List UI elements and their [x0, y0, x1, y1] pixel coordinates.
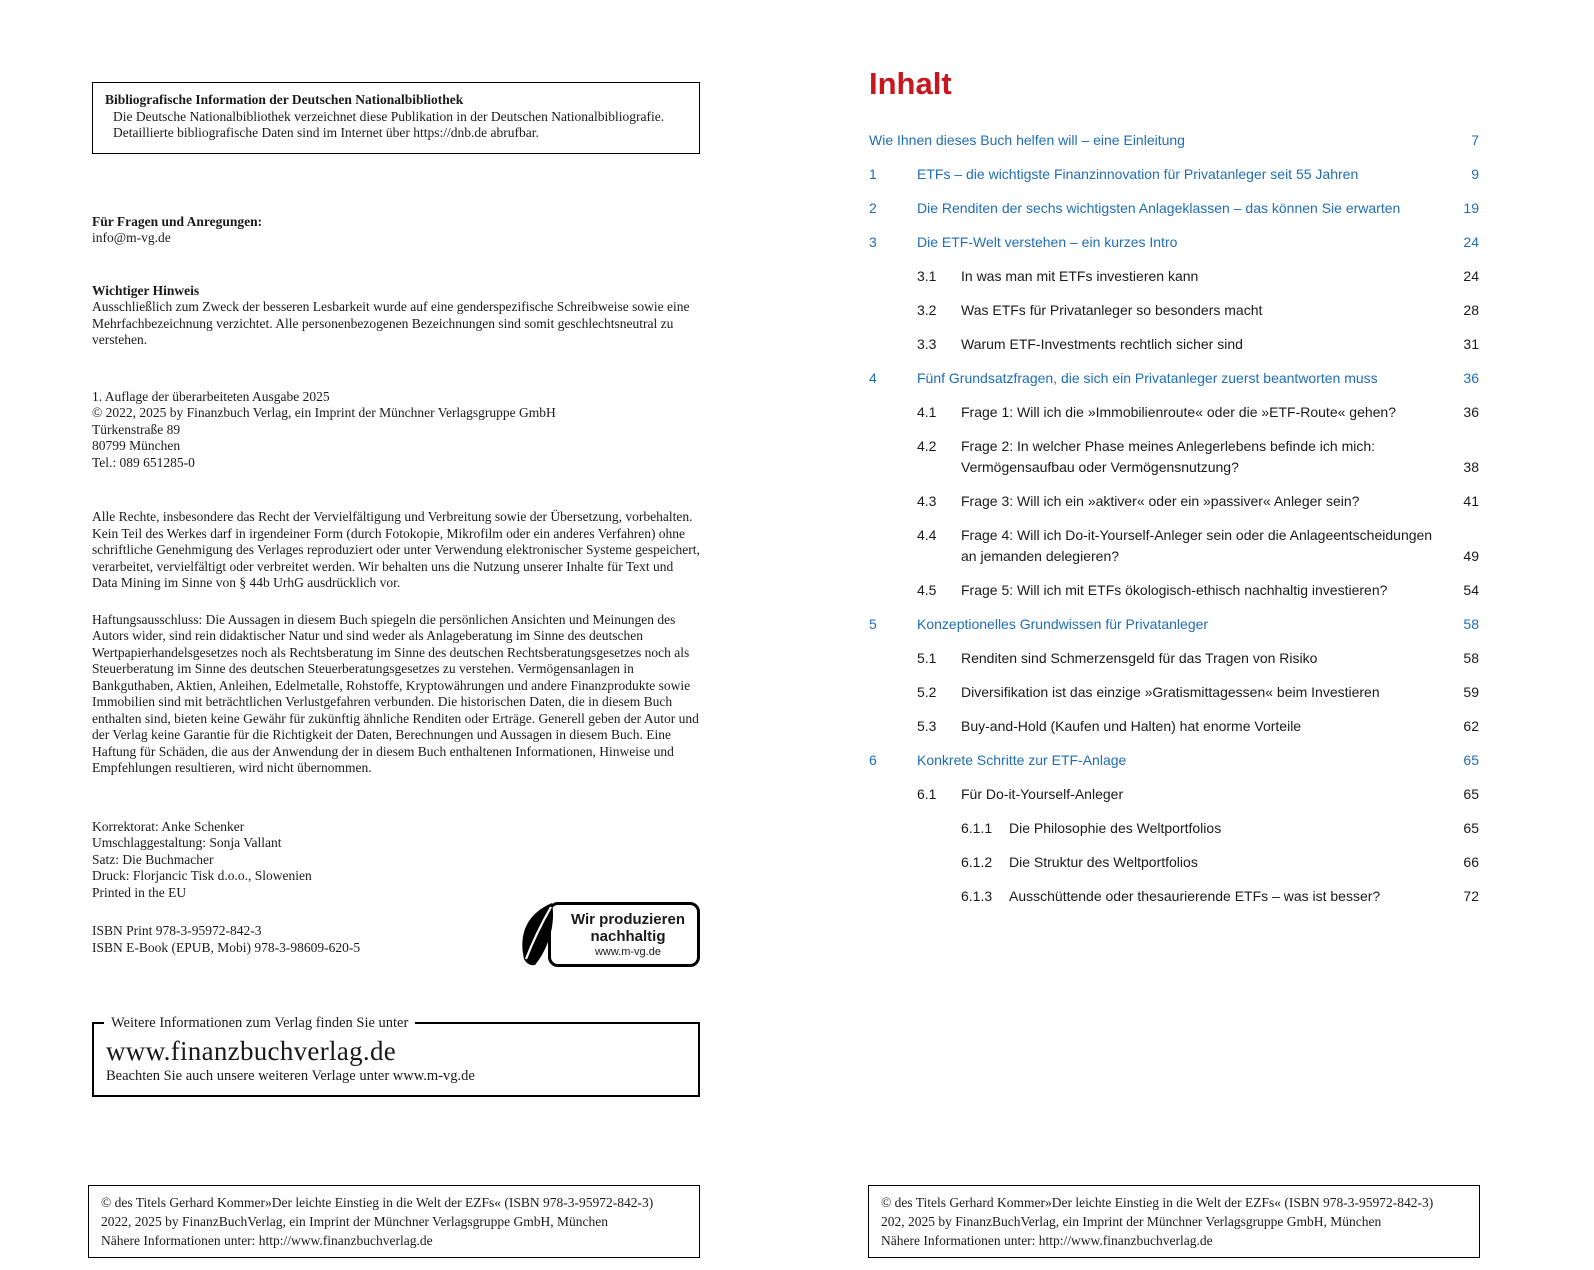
- toc-entry-label: Fünf Grundsatzfragen, die sich ein Privatanleger zuerst beantworten muss: [917, 370, 1378, 386]
- contact-email: info@m-vg.de: [92, 230, 171, 245]
- toc-entry-number: 5: [869, 616, 877, 632]
- toc-entry-number: 4.3: [917, 493, 937, 509]
- toc-entry: [917, 436, 1479, 478]
- copyright-footer-left: [88, 1185, 700, 1258]
- toc-entry-page: 54: [1463, 582, 1479, 598]
- credit-typesetting: Satz: Die Buchmacher: [92, 851, 214, 867]
- toc-entry: [917, 300, 1479, 321]
- toc-entry-page: 58: [1463, 650, 1479, 666]
- toc-entry-page: 72: [1463, 888, 1479, 904]
- toc-entry-page: 65: [1463, 786, 1479, 802]
- toc-entry-label: Konkrete Schritte zur ETF-Anlage: [917, 752, 1127, 768]
- printed-in: Printed in the EU: [92, 884, 187, 900]
- notice-heading: Wichtiger Hinweis: [92, 282, 200, 298]
- biblio-title: Bibliografische Information der Deutschen Nationalbibliothek: [105, 92, 464, 107]
- toc-entry-number: 5.3: [917, 718, 937, 734]
- biblio-body-2: Detaillierte bibliografische Daten sind im Internet über https://dnb.de abrufbar.: [113, 125, 539, 140]
- footer-line-2: 202, 2025 by FinanzBuchVerlag, ein Imprint der Münchner Verlagsgruppe GmbH, München: [881, 1214, 1382, 1229]
- toc-entry: [917, 525, 1479, 567]
- toc-entry-page: 65: [1463, 820, 1479, 836]
- badge-url: www.m-vg.de: [594, 945, 661, 958]
- toc-entry: [917, 266, 1479, 287]
- toc-entry-label: Was ETFs für Privatanleger so besonders macht: [961, 302, 1263, 318]
- website-note: Beachten Sie auch unsere weiteren Verlage unter www.m-vg.de: [106, 1068, 475, 1084]
- toc-entry-label: Warum ETF-Investments rechtlich sicher sind: [961, 336, 1243, 352]
- toc-page: [797, 0, 1594, 1270]
- toc-entry-page: 62: [1463, 718, 1479, 734]
- toc-entry: [961, 818, 1479, 839]
- address-street: Türkenstraße 89: [92, 421, 181, 437]
- toc-entry: [869, 198, 1479, 219]
- toc-entry: [917, 402, 1479, 423]
- toc-entry-label: Die ETF-Welt verstehen – ein kurzes Intro: [917, 234, 1178, 250]
- phone-line: Tel.: 089 651285-0: [92, 454, 195, 470]
- credits-section: [92, 819, 700, 902]
- notice-body: Ausschließlich zum Zweck der besseren Lesbarkeit wurde auf eine genderspezifische Schreibweise sowie eine Mehrfachbezeichnung verzichtet. Alle personenbezogenen Bezeichnungen sind somit geschlechtsneutral zu verstehen.: [92, 299, 690, 347]
- toc-entry-label: Buy-and-Hold (Kaufen und Halten) hat enorme Vorteile: [961, 718, 1302, 734]
- toc-entry-number: 6.1.1: [961, 820, 993, 836]
- toc-entry-number: 6.1: [917, 786, 937, 802]
- address-city: 80799 München: [92, 438, 181, 453]
- disclaimer-paragraph: Haftungsausschluss: Die Aussagen in diesem Buch spiegeln die persönlichen Ansichten und Meinungen des Autors wider, sind rein didaktischer Natur und sind weder als Anlageberatung im Sinne des deutschen Wertpapierhandelsgesetzes noch als Rechtsberatung im Sinne des deutschen Rechtsberatungsgesetzes noch als Steuerberatung im Sinne des deutschen Steuerberatungsgesetzes zu verstehen. Vermögensanlagen in Bankguthaben, Aktien, Anleihen, Edelmetalle, Rohstoffe, Kryptowährungen und andere Finanzprodukte sowie Immobilien sind mit beträchtlichen Verlustgefahren verbunden. Die historischen Daten, die in diesem Buch enthalten sind, bieten keine Gewähr für zukünftig ähnliche Renditen oder Erträge. Generell geben der Autor und der Verlag keine Garantie für die Richtigkeit der Daten, Berechnungen und Aussagen in diesem Buch. Eine Haftung für Schäden, die aus der Anwendung der in diesem Buch enthaltenen Informationen, Hinweise und Empfehlungen resultieren, wird nicht übernommen.: [92, 611, 699, 775]
- toc-entry-number: 4.1: [917, 404, 937, 420]
- toc-entry-label: Die Philosophie des Weltportfolios: [1009, 820, 1222, 836]
- isbn-print: ISBN Print 978-3-95972-842-3: [92, 923, 262, 938]
- footer-line-3: Nähere Informationen unter: http://www.finanzbuchverlag.de: [101, 1233, 433, 1248]
- publisher-url: www.finanzbuchverlag.de: [106, 1036, 397, 1066]
- copyright-footer-right: [868, 1185, 1480, 1258]
- toc-entry-page: 58: [1463, 616, 1479, 632]
- sustainability-badge: [516, 901, 700, 967]
- publisher-website-box: [92, 1015, 700, 1097]
- toc-entry: [917, 334, 1479, 355]
- isbn-section: [92, 910, 700, 958]
- toc-entry-page: 24: [1463, 268, 1479, 284]
- toc-entry-page: 66: [1463, 854, 1479, 870]
- toc-entry-page: 24: [1463, 234, 1479, 250]
- toc-entry-number: 3.3: [917, 336, 937, 352]
- toc-entry-label: Die Struktur des Weltportfolios: [1009, 854, 1198, 870]
- toc-entry-number: 5.1: [917, 650, 937, 666]
- toc-entry-page: 65: [1463, 752, 1479, 768]
- toc-entry: [869, 130, 1479, 151]
- toc-entry-page: 36: [1463, 404, 1479, 420]
- toc-entry-label: Frage 2: In welcher Phase meines Anlegerlebens befinde ich mich: Vermögensaufbau oder Vermögensnutzung?: [961, 438, 1376, 475]
- toc-entry-number: 2: [869, 200, 877, 216]
- toc-entry-number: 3.1: [917, 268, 937, 284]
- toc-entry-page: 31: [1463, 336, 1479, 352]
- toc-entry-label: Ausschüttende oder thesaurierende ETFs – was ist besser?: [1009, 888, 1381, 904]
- toc-entry-page: 36: [1463, 370, 1479, 386]
- footer-line-3: Nähere Informationen unter: http://www.finanzbuchverlag.de: [881, 1233, 1213, 1248]
- toc-entry: [917, 682, 1479, 703]
- toc-entry: [917, 648, 1479, 669]
- sustainability-badge-box: [548, 902, 700, 967]
- toc-entry-number: 3: [869, 234, 877, 250]
- notice-section: [92, 283, 700, 349]
- biblio-body: Die Deutsche Nationalbibliothek verzeichnet diese Publikation in der Deutschen Nationalbibliografie.: [113, 108, 665, 124]
- toc-list: [869, 130, 1479, 907]
- toc-entry-number: 6: [869, 752, 877, 768]
- toc-entry-number: 4.4: [917, 527, 937, 543]
- toc-entry-label: Für Do-it-Yourself-Anleger: [961, 786, 1124, 802]
- toc-entry-label: Frage 4: Will ich Do-it-Yourself-Anleger sein oder die Anlageentscheidungen an jemanden delegieren?: [961, 527, 1433, 564]
- toc-entry-number: 6.1.2: [961, 854, 993, 870]
- toc-entry: [917, 784, 1479, 805]
- credit-proofreading: Korrektorat: Anke Schenker: [92, 818, 245, 834]
- toc-entry-page: 7: [1471, 132, 1479, 148]
- copyright-line: © 2022, 2025 by Finanzbuch Verlag, ein Imprint der Münchner Verlagsgruppe GmbH: [92, 405, 556, 420]
- contact-heading: Für Fragen und Anregungen:: [92, 213, 263, 229]
- toc-entry-label: Konzeptionelles Grundwissen für Privatanleger: [917, 616, 1209, 632]
- toc-entry: [869, 232, 1479, 253]
- toc-entry-label: Diversifikation ist das einzige »Gratismittagessen« beim Investieren: [961, 684, 1380, 700]
- credit-printing: Druck: Florjancic Tisk d.o.o., Slowenien: [92, 868, 312, 883]
- toc-entry-page: 28: [1463, 302, 1479, 318]
- toc-entry-page: 19: [1463, 200, 1479, 216]
- footer-line-2: 2022, 2025 by FinanzBuchVerlag, ein Imprint der Münchner Verlagsgruppe GmbH, München: [101, 1214, 609, 1229]
- badge-line-2: nachhaltig: [590, 927, 666, 945]
- toc-entry-label: Frage 3: Will ich ein »aktiver« oder ein »passiver« Anleger sein?: [961, 493, 1360, 509]
- toc-entry: [869, 750, 1479, 771]
- edition-line: 1. Auflage der überarbeiteten Ausgabe 2025: [92, 388, 330, 404]
- toc-entry-page: 38: [1463, 459, 1479, 475]
- toc-entry: [961, 886, 1479, 907]
- contact-section: [92, 214, 700, 247]
- toc-entry-number: 4: [869, 370, 877, 386]
- toc-entry-label: Renditen sind Schmerzensgeld für das Tragen von Risiko: [961, 650, 1318, 666]
- toc-entry: [869, 368, 1479, 389]
- website-legend: Weitere Informationen zum Verlag finden Sie unter: [104, 1015, 415, 1031]
- footer-line-1: © des Titels Gerhard Kommer»Der leichte Einstieg in die Welt der EZFs« (ISBN 978-3-95972-842-3): [101, 1195, 654, 1210]
- credit-cover: Umschlaggestaltung: Sonja Vallant: [92, 835, 282, 850]
- footer-line-1: © des Titels Gerhard Kommer»Der leichte Einstieg in die Welt der EZFs« (ISBN 978-3-95972-842-3): [881, 1195, 1434, 1210]
- biblio-info-box: [92, 82, 700, 154]
- toc-entry-number: 5.2: [917, 684, 937, 700]
- toc-entry-number: 1: [869, 166, 877, 182]
- toc-entry: [869, 164, 1479, 185]
- toc-entry: [961, 852, 1479, 873]
- rights-paragraph: Alle Rechte, insbesondere das Recht der Vervielfältigung und Verbreitung sowie der Übersetzung, vorbehalten. Kein Teil des Werkes darf in irgendeiner Form (durch Fotokopie, Mikrofilm oder ein anderes Verfahren) ohne schriftliche Genehmigung des Verlages reproduziert oder unter Verwendung elektronischer Systeme gespeichert, verarbeitet, vervielfältigt oder verbreitet werden. Wir behalten uns die Nutzung unserer Inhalte für Text und Data Mining im Sinne von § 44b UrhG ausdrücklich vor.: [92, 509, 700, 590]
- toc-entry-page: 59: [1463, 684, 1479, 700]
- edition-section: [92, 389, 700, 472]
- toc-entry-label: Wie Ihnen dieses Buch helfen will – eine Einleitung: [869, 132, 1185, 148]
- toc-entry-page: 41: [1463, 493, 1479, 509]
- leaf-icon: [516, 901, 560, 967]
- badge-line-1: Wir produzieren: [570, 910, 685, 928]
- toc-entry-number: 3.2: [917, 302, 937, 318]
- isbn-ebook: ISBN E-Book (EPUB, Mobi) 978-3-98609-620-5: [92, 939, 361, 955]
- toc-title: Inhalt: [869, 66, 952, 101]
- toc-entry: [917, 491, 1479, 512]
- toc-entry-number: 6.1.3: [961, 888, 993, 904]
- toc-entry: [917, 580, 1479, 601]
- toc-entry: [869, 614, 1479, 635]
- toc-entry: [917, 716, 1479, 737]
- toc-entry-number: 4.2: [917, 438, 937, 454]
- toc-entry-number: 4.5: [917, 582, 937, 598]
- toc-entry-label: In was man mit ETFs investieren kann: [961, 268, 1199, 284]
- toc-entry-label: ETFs – die wichtigste Finanzinnovation für Privatanleger seit 55 Jahren: [917, 166, 1359, 182]
- toc-entry-label: Frage 1: Will ich die »Immobilienroute« oder die »ETF-Route« gehen?: [961, 404, 1397, 420]
- toc-entry-page: 49: [1463, 548, 1479, 564]
- toc-entry-page: 9: [1471, 166, 1479, 182]
- toc-entry-label: Frage 5: Will ich mit ETFs ökologisch-ethisch nachhaltig investieren?: [961, 582, 1388, 598]
- toc-entry-label: Die Renditen der sechs wichtigsten Anlageklassen – das können Sie erwarten: [917, 200, 1401, 216]
